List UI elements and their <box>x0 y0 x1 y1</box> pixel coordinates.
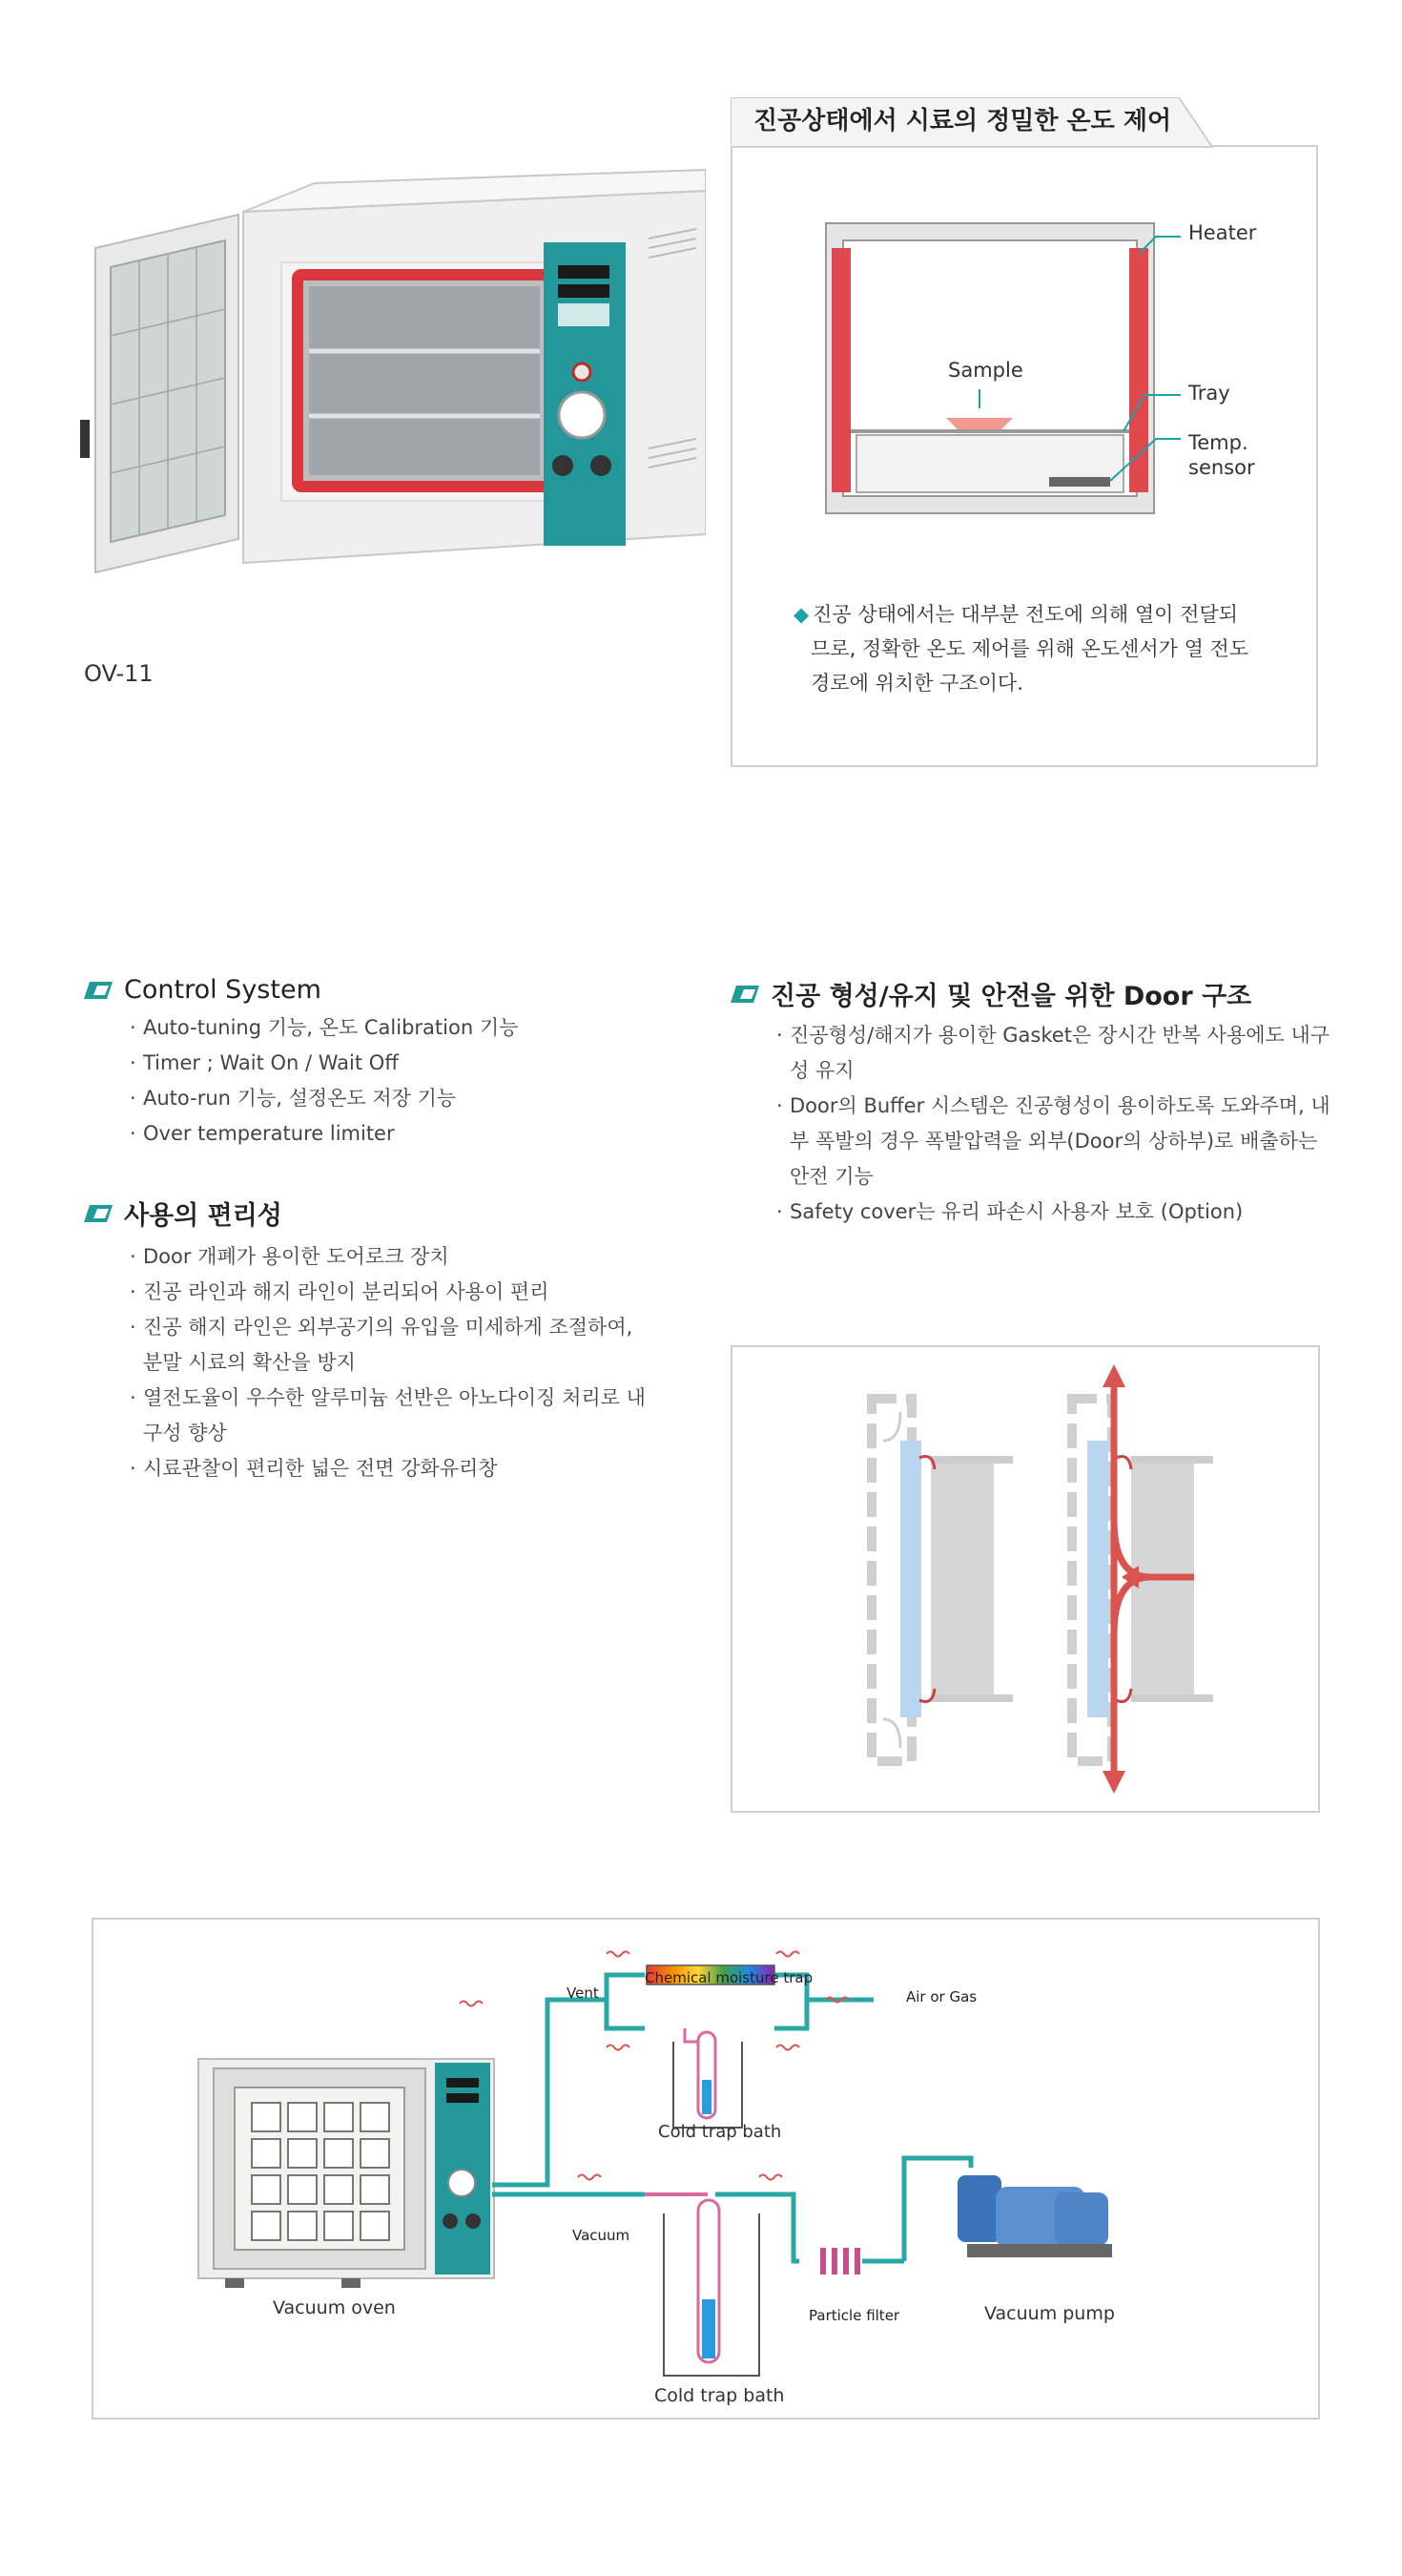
model-label: OV-11 <box>84 660 154 687</box>
list-item: · Safety cover는 유리 파손시 사용자 보호 (Option) <box>769 1195 1331 1230</box>
temp-control-note <box>794 597 1270 700</box>
vacuum-oven-figure <box>198 2059 494 2288</box>
tray-label: Tray <box>1188 382 1230 405</box>
cold-trap-top-label: Cold trap bath <box>658 2122 782 2142</box>
door-buffer-diagram <box>731 1345 1320 1813</box>
chem-trap-label: Chemical moisture trap <box>645 1969 814 1986</box>
oven-photo <box>76 162 706 639</box>
list-item: · 시료관찰이 편리한 넓은 전면 강화유리창 <box>122 1451 656 1486</box>
note-line-3: 경로에 위치한 구조이다. <box>811 672 1023 695</box>
list-item: · Over temperature limiter <box>122 1116 675 1152</box>
section-heading <box>731 975 1341 1012</box>
list-item: · Auto-tuning 기능, 온도 Calibration 기능 <box>122 1010 675 1046</box>
section-mark-icon <box>84 1203 113 1224</box>
door-structure-section <box>731 975 1341 1230</box>
list-item: · Door 개폐가 용이한 도어로크 장치 <box>122 1239 656 1275</box>
convenience-list <box>122 1239 656 1486</box>
control-system-title: Control System <box>124 975 321 1005</box>
bullet-diamond-icon: ◆ <box>794 603 810 626</box>
vacuum-setup-diagram <box>92 1918 1320 2420</box>
control-system-list <box>122 1010 675 1152</box>
convenience-title: 사용의 편리성 <box>124 1201 282 1231</box>
vacuum-oven-label: Vacuum oven <box>273 2297 396 2318</box>
particle-filter-label: Particle filter <box>809 2307 900 2324</box>
panel-title: 진공상태에서 시료의 정밀한 온도 제어 <box>753 107 1172 135</box>
list-item: · Timer ; Wait On / Wait Off <box>122 1046 675 1081</box>
section-mark-icon <box>84 980 113 1001</box>
list-item: · 진공형성/해지가 용이한 Gasket은 장시간 반복 사용에도 내구성 유지 <box>769 1018 1331 1089</box>
heater-label: Heater <box>1188 221 1257 244</box>
door-structure-list <box>769 1018 1331 1230</box>
temp-sensor-label-line2: sensor <box>1188 456 1255 479</box>
vacuum-label: Vacuum <box>572 2227 630 2244</box>
convenience-section <box>84 1195 675 1486</box>
control-system-section <box>84 975 675 1152</box>
list-item: · Door의 Buffer 시스템은 진공형성이 용이하도록 도와주며, 내부 폭발의 경우 폭발압력을 외부(Door의 상하부)로 배출하는 안전 기능 <box>769 1089 1331 1195</box>
section-heading <box>84 1195 675 1232</box>
section-heading <box>84 975 675 1005</box>
note-line-1: 진공 상태에서는 대부분 전도에 의해 열이 전달되 <box>813 603 1238 626</box>
door-structure-title: 진공 형성/유지 및 안전을 위한 Door 구조 <box>771 982 1252 1011</box>
vacuum-pump-label: Vacuum pump <box>984 2303 1115 2324</box>
air-gas-label: Air or Gas <box>906 1988 978 2005</box>
sample-label: Sample <box>948 359 1023 382</box>
cold-trap-bottom-label: Cold trap bath <box>654 2385 785 2406</box>
list-item: · 열전도율이 우수한 알루미늄 선반은 아노다이징 처리로 내구성 향상 <box>122 1381 656 1451</box>
vent-label: Vent <box>567 1984 599 2002</box>
list-item: · 진공 라인과 해지 라인이 분리되어 사용이 편리 <box>122 1275 656 1310</box>
list-item: · Auto-run 기능, 설정온도 저장 기능 <box>122 1081 675 1116</box>
note-line-2: 므로, 정확한 온도 제어를 위해 온도센서가 열 전도 <box>811 637 1249 660</box>
section-mark-icon <box>731 984 759 1005</box>
list-item: · 진공 해지 라인은 외부공기의 유입을 미세하게 조절하여, 분말 시료의 확산을 방지 <box>122 1310 656 1381</box>
temp-sensor-label-line1: Temp. <box>1188 431 1248 454</box>
